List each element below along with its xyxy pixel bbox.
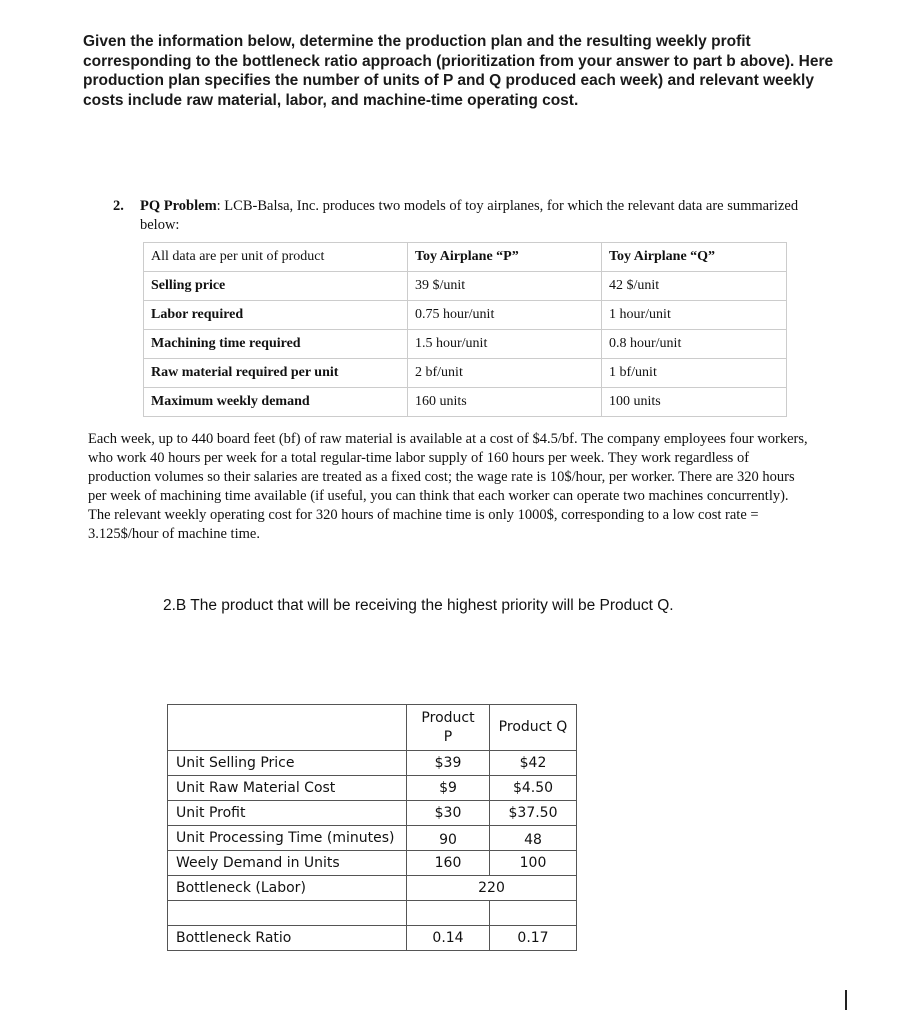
cell: 42 $/unit [602,272,787,301]
cell: 90 [407,826,490,851]
cell: $42 [490,751,577,776]
text-cursor [845,990,847,1010]
problem-text: : LCB-Balsa, Inc. produces two models of toy airplanes, for which the relevant data are summarized below: [140,198,799,233]
problem-title: PQ Problem [140,198,217,214]
cell: 48 [490,826,577,851]
empty-cell [407,901,490,926]
row-label: Bottleneck (Labor) [168,876,407,901]
table-header-row [144,243,787,272]
cell: $30 [407,801,490,826]
row-label: Unit Profit [168,801,407,826]
header-cell: Product Q [490,705,577,751]
cell: 1.5 hour/unit [408,330,602,359]
cell: 0.75 hour/unit [408,301,602,330]
row-label: Weely Demand in Units [168,851,407,876]
row-label: Raw material required per unit [144,359,408,388]
table-row [144,301,787,330]
cell: 1 bf/unit [602,359,787,388]
header-cell [168,705,407,751]
table-row [168,876,577,901]
empty-cell [490,901,577,926]
question-intro: Given the information below, determine the production plan and the resulting weekly profit corresponding to the bottleneck ratio approach (prioritization from your answer to part b above). Here production plan specifies the number of units of P and Q produced each week) and relevant weekly costs include raw material, labor, and machine-time operating cost. [83,33,834,109]
row-label: Unit Selling Price [168,751,407,776]
table-row [168,826,577,851]
table-row [168,901,577,926]
bottleneck-calc-table [167,704,577,951]
cell: 220 [407,876,577,901]
empty-cell [168,901,407,926]
cell: 0.8 hour/unit [602,330,787,359]
cell: 100 units [602,388,787,417]
cell: 0.17 [490,926,577,951]
cell: 39 $/unit [408,272,602,301]
row-label: Selling price [144,272,408,301]
cell: 0.14 [407,926,490,951]
cell: 1 hour/unit [602,301,787,330]
row-label: Unit Processing Time (minutes) [168,826,407,851]
table-row [168,926,577,951]
problem-number: 2. [113,198,124,214]
table-row [144,359,787,388]
table-row [168,776,577,801]
cell: 2 bf/unit [408,359,602,388]
row-label: Maximum weekly demand [144,388,408,417]
row-label: Unit Raw Material Cost [168,776,407,801]
row-label: Bottleneck Ratio [168,926,407,951]
header-cell: Toy Airplane “P” [408,243,602,272]
table-header-row [168,705,577,751]
cell: 160 [407,851,490,876]
header-cell: Product P [407,705,490,751]
header-cell: Toy Airplane “Q” [602,243,787,272]
row-label: Machining time required [144,330,408,359]
cell: 100 [490,851,577,876]
problem-statement [113,197,813,235]
cell: $9 [407,776,490,801]
table-row [144,388,787,417]
table-row [144,272,787,301]
cell: $37.50 [490,801,577,826]
answer-part-b: 2.B The product that will be receiving the highest priority will be Product Q. [163,597,674,614]
product-data-table [143,242,787,417]
cell: $4.50 [490,776,577,801]
table-row [144,330,787,359]
table-row [168,851,577,876]
row-label: Labor required [144,301,408,330]
header-cell: All data are per unit of product [144,243,408,272]
table-row [168,751,577,776]
table-row [168,801,577,826]
cell: 160 units [408,388,602,417]
problem-paragraph: Each week, up to 440 board feet (bf) of raw material is available at a cost of $4.5/bf. The company employees four workers, who work 40 hours per week for a total regular-time labor supply of 160 hours per week. They work regardless of production volumes so their salaries are treated as a fixed cost; the wage rate is 10$/hour, per worker. There are 320 hours per week of machining time available (if useful, you can think that each worker can operate two machines concurrently). The relevant weekly operating cost for 320 hours of machine time is only 1000$, corresponding to a low cost rate = 3.125$/hour of machine time. [88,431,808,542]
cell: $39 [407,751,490,776]
